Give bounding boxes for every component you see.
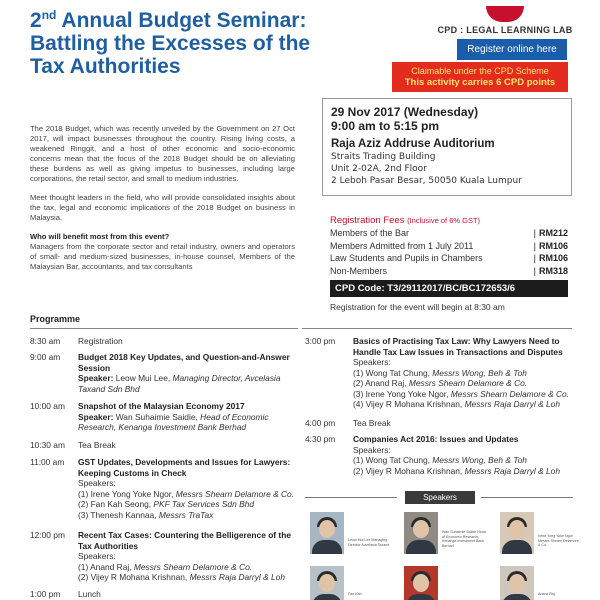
speaker-entry [353,389,573,400]
speakers-label: Speakers: [353,357,391,367]
session-time: 9:00 am [30,352,61,362]
brand-name: CPD : LEGAL LEARNING LAB [437,25,573,35]
speakers-heading-rule-left [305,497,397,498]
speaker-entry [353,466,573,477]
brand-block [425,6,585,60]
speaker-name: (1) Wong Tat Chung, [353,455,430,465]
session-title: Tea Break [78,440,116,450]
speaker-firm: Messrs Wong, Beh & Toh [432,455,527,465]
speaker-card [500,566,555,600]
speaker-card [404,512,486,554]
session-title: GST Updates, Developments and Issues for Lawyers: Keeping Customs in Check [78,457,291,478]
session-title: Basics of Practising Tax Law: Why Lawyers Need to Handle Tax Law Issues in Transactions and Disputes [353,336,563,357]
speaker-caption: Irene Yong Yoke Ngor Messrs Shearn Delamore & Co. [538,534,579,547]
speaker-caption: Anand Raj [538,592,555,596]
speaker-caption: Leow Mui Lee Managing Director Avcelasia Taxand [348,538,390,547]
fee-amount-value: RM106 [538,253,568,263]
register-online-button[interactable]: Register online here [457,39,567,60]
fees-title-text: Registration Fees [330,215,405,226]
session-time: 8:30 am [30,336,61,346]
speaker-photo [404,512,438,554]
session-title: Budget 2018 Key Updates, and Question-and-Answer Session [78,352,290,373]
speaker-role: Managing Director, Avcelasia Taxand Sdn Bhd [78,373,281,394]
speaker-photo [500,512,534,554]
title-ordinal-suffix: nd [41,8,57,22]
fee-label: Non-Members [330,265,388,276]
speaker-entry [353,378,573,389]
fee-amount: | RM212 [533,228,568,238]
session-time: 11:00 am [30,457,65,467]
speaker-firm: Messrs Raja Darryl & Loh [189,572,285,582]
speaker-entry [78,489,298,500]
speaker-firm: Messrs Shearn Delamore & Co. [133,561,253,572]
speakers-heading-rule-right [481,497,573,498]
session-lunch [30,589,298,600]
speaker-card [310,566,362,600]
session-budget-2018 [30,352,298,394]
session-time: 4:30 pm [305,434,336,444]
intro-paragraph-1: The 2018 Budget, which was recently unveiled by the Government on 27 Oct 2017, will impact businesses throughout the country. Rising living costs, a weakened Ringgit, and a host of other economic and socio-economic concerns mean that the focus of the 2018 Budget should be on alleviating these burdens as well as giving impetus to businesses, including large corporations, the retail sector, and small to medium industries. [30,124,295,183]
fee-amount-value: RM318 [538,265,568,276]
session-title: Snapshot of the Malaysian Economy 2017 [78,401,245,411]
intro-section [30,124,295,281]
programme-heading: Programme [30,314,81,324]
session-tea-break-2 [305,418,573,429]
fees-title [330,215,568,226]
speaker-card [404,566,438,600]
title-text: Annual Budget Seminar: Battling the Excesses of the Tax Authorities [30,9,311,78]
fee-amount: | RM106 [533,253,568,263]
speaker-entry [353,455,573,466]
title-ordinal: 2 [30,9,42,32]
session-title: Companies Act 2016: Issues and Updates [353,434,519,444]
fee-amount: | RM106 [533,240,568,251]
session-speaker [78,412,298,433]
speaker-name: (1) Wong Tat Chung, [353,367,430,378]
speaker-entry [78,499,298,510]
cpd-code: CPD Code: T3/29112017/BC/BC172653/6 [330,280,568,297]
speaker-firm: Messrs TraTax [158,509,214,520]
speaker-name: (1) Irene Yong Yoke Ngor, [78,488,174,499]
speaker-entry [353,399,573,410]
programme-divider [30,328,298,329]
fee-label: Members of the Bar [330,228,410,238]
fees-gst-note: (Inclusive of 6% GST) [407,216,481,225]
speaker-firm: Messrs Wong, Beh & Toh [432,367,527,378]
venue-address-line-2: Unit 2-02A, 2nd Floor [331,164,427,174]
speaker-name: Wan Suhaimie Saidie, [115,411,198,422]
session-time: 12:00 pm [30,530,65,540]
event-time: 9:00 am to 5:15 pm [331,119,440,133]
speaker-name: (2) Vijey R Mohana Krishnan, [78,572,188,582]
speaker-firm: Messrs Raja Darryl & Loh [464,465,560,476]
registration-start-note: Registration for the event will begin at 8:30 am [330,302,505,312]
speaker-name: (3) Irene Yong Yoke Ngor, [353,388,449,399]
fee-amount-value: RM212 [538,228,568,238]
speaker-name: (4) Vijey R Mohana Krishnan, [353,399,463,409]
speaker-photo [500,566,534,600]
session-time: 10:30 am [30,440,65,450]
session-title: Recent Tax Cases: Countering the Belligerence of the Tax Authorities [78,530,291,551]
speaker-name: (2) Anand Raj, [353,378,407,388]
intro-paragraph-2: Meet thought leaders in the field, who will provide consolidated insights about the tax, legal and economic implications of the 2018 Budget on business in Malaysia. [30,193,295,222]
speaker-name: (1) Anand Raj, [78,561,132,572]
session-recent-tax-cases [30,530,298,583]
session-title: Lunch [78,589,101,599]
session-tea-break-1 [30,440,298,451]
session-speaker [78,373,298,394]
speaker-label: Speaker: [78,411,114,422]
speaker-name: (2) Vijey R Mohana Krishnan, [353,465,463,476]
speaker-name: (3) Thenesh Kannaa, [78,509,157,520]
venue-address-line-3: 2 Leboh Pasar Besar, 50050 Kuala Lumpur [331,176,522,186]
speakers-heading [305,491,573,505]
fee-label: Members Admitted from 1 July 2011 [330,240,474,251]
session-time: 10:00 am [30,401,65,411]
fee-row [330,227,568,240]
speakers-heading-label: Speakers [405,491,475,504]
speaker-name: (2) Fan Kah Seong, [78,499,152,509]
speaker-firm: Messrs Raja Darryl & Loh [464,399,560,409]
event-date: 29 Nov 2017 (Wednesday) [331,105,479,119]
speaker-firm: Messrs Shearn Delamore & Co. [450,388,570,399]
session-time: 3:00 pm [305,336,336,346]
fee-row [330,252,568,265]
session-time: 1:00 pm [30,589,61,599]
session-basics-tax-law [305,336,573,410]
session-time: 4:00 pm [305,418,336,428]
who-benefits-heading: Who will benefit most from this event? [30,232,170,241]
speaker-firm: Messrs Shearn Delamore & Co. [408,378,528,388]
speakers-label: Speakers: [78,551,116,561]
who-benefits-text: Managers from the corporate sector and retail industry, owners and operators of small- and medium-sized businesses, in-house counsel, Members of the Malaysian Bar, accountants, and tax consultants [30,242,295,271]
speaker-firm: PKF Tax Services Sdn Bhd [153,499,254,509]
session-title: Registration [78,336,123,346]
speaker-label: Speaker: [78,373,114,383]
speaker-caption: Fan Kah [348,592,362,596]
speaker-photo [310,512,344,554]
speakers-label: Speakers: [353,444,391,455]
speaker-photo [310,566,344,600]
speaker-card [500,512,579,554]
session-registration [30,336,298,347]
speaker-firm: Messrs Shearn Delamore & Co. [175,488,295,499]
seminar-title [30,4,330,78]
registration-fees [330,215,568,312]
speakers-label: Speakers: [78,478,116,488]
fee-amount-value: RM106 [538,240,568,251]
speaker-name: Leow Mui Lee, [115,373,171,383]
fee-row [330,265,568,278]
venue-name: Raja Aziz Addruse Auditorium [331,138,495,150]
session-gst-updates [30,457,298,520]
venue-address-line-1: Straits Trading Building [331,152,436,162]
legal-learning-lab-logo-icon [486,6,524,22]
session-economy-snapshot [30,401,298,433]
event-details-box [322,98,572,196]
programme-divider-right [302,328,572,329]
cpd-points-text: This activity carries 6 CPD points [404,77,556,88]
speaker-photo [404,566,438,600]
fee-amount: | RM318 [533,265,568,276]
speaker-entry [78,562,298,573]
cpd-scheme-box [392,62,568,92]
fee-row [330,240,568,253]
session-title: Tea Break [353,418,391,428]
session-companies-act [305,434,573,476]
speaker-entry [353,368,573,379]
speaker-role: Head of Economic Research, Kenanga Investment Bank Berhad [78,411,269,432]
cpd-scheme-text: Claimable under the CPD Scheme [411,66,549,76]
speaker-entry [78,572,298,583]
speaker-caption: Wan Suhaimie Saidie Head of Economic Research, Kenanga Investment Bank Berhad [442,530,486,548]
speaker-entry [78,510,298,521]
speaker-card [310,512,390,554]
fee-label: Law Students and Pupils in Chambers [330,253,483,263]
